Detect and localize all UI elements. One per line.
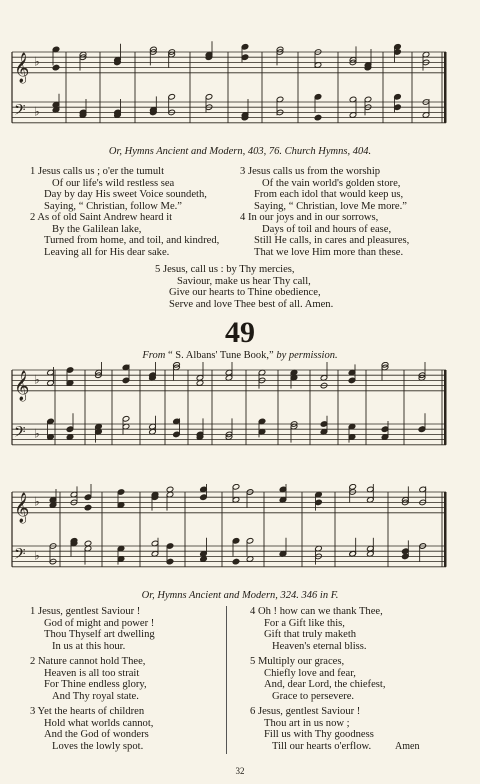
hymn48-verse-4 xyxy=(240,212,409,258)
verse-line: God of might and power ! xyxy=(44,617,155,629)
verse-line: That we love Him more than these. xyxy=(254,246,404,258)
verse-line: Of the vain world's golden store, xyxy=(262,177,401,189)
bass-clef-icon: 𝄢 xyxy=(14,101,26,123)
verse-line: Thou Thyself art dwelling xyxy=(44,629,155,641)
verse-line: 5 Jesus, call us : by Thy mercies, xyxy=(155,264,295,275)
verse-line: Thou art in us now ; xyxy=(264,717,350,729)
final-bar-line xyxy=(444,52,447,123)
verse-line: Give our hearts to Thine obedience, xyxy=(169,287,321,299)
verse-line: For a Gift like this, xyxy=(264,617,345,629)
verse-line: Day by day His sweet Voice soundeth, xyxy=(44,189,207,201)
music-system-top xyxy=(0,40,480,140)
verse-line: Chiefly love and fear, xyxy=(264,667,356,679)
verse-line: And Thy royal state. xyxy=(52,690,139,702)
verse-line: 1 Jesus, gentlest Saviour ! xyxy=(30,606,141,617)
verse-line: Serve and love Thee best of all. Amen. xyxy=(169,298,334,310)
verse-line: From each idol that would keep us, xyxy=(254,189,404,201)
music-system-2 xyxy=(0,484,480,584)
column-divider xyxy=(226,606,227,754)
verse-line: Saying, “ Christian, follow Me.” xyxy=(44,200,182,212)
verse-line: Heaven is all too strait xyxy=(44,667,140,679)
verse-line: Saviour, make us hear Thy call, xyxy=(177,275,311,287)
music-notation xyxy=(0,484,480,584)
hymn49-reference: Or, Hymns Ancient and Modern, 324. 346 in F. xyxy=(141,590,339,601)
hymn48-verse-3 xyxy=(240,166,407,212)
bass-clef-icon: 𝄢 xyxy=(14,423,26,445)
verse-line: Grace to persevere. xyxy=(272,690,355,702)
hymn-number: 49 xyxy=(225,316,255,349)
source-prefix: From xyxy=(142,350,166,361)
treble-clef-icon: 𝄞 xyxy=(14,52,30,83)
hymn48-verse-1 xyxy=(30,166,207,212)
verse-line: And, dear Lord, the chiefest, xyxy=(264,679,386,691)
verse-line: Till our hearts o'erflow. xyxy=(272,740,372,752)
verse-line: Leaving all for His dear sake. xyxy=(44,246,170,258)
verse-line: 5 Multiply our graces, xyxy=(250,656,345,667)
verse-line: Turned from home, and toil, and kindred, xyxy=(44,235,220,247)
hymn48-reference: Or, Hymns Ancient and Modern, 403, 76. Church Hymns, 404. xyxy=(108,146,372,157)
verse-line: Loves the lowly spot. xyxy=(52,740,144,752)
source-suffix: by permission. xyxy=(276,350,338,361)
bass-clef-icon: 𝄢 xyxy=(14,545,26,567)
verse-line: Saying, “ Christian, love Me more.” xyxy=(254,200,407,212)
verse-line: 4 Oh ! how can we thank Thee, xyxy=(250,606,383,617)
verse-line: Gift that truly maketh xyxy=(264,629,357,641)
music-notation xyxy=(0,40,480,140)
verse-line: Still He calls, in cares and pleasures, xyxy=(254,235,410,247)
final-bar-line xyxy=(444,370,447,445)
flat-icon: ♭ xyxy=(34,494,40,509)
hymn49-verse-4 xyxy=(250,606,383,652)
verse-line: Of our life's wild restless sea xyxy=(52,177,175,189)
music-notation xyxy=(0,362,480,470)
verse-line: By the Galilean lake, xyxy=(52,223,142,235)
verse-line: 4 In our joys and in our sorrows, xyxy=(240,212,379,223)
verse-line: In us at this hour. xyxy=(52,640,126,652)
flat-icon: ♭ xyxy=(34,548,40,563)
hymn49-verse-1 xyxy=(30,606,155,652)
amen-label: Amen xyxy=(395,741,420,752)
verse-line: For Thine endless glory, xyxy=(44,679,147,691)
flat-icon: ♭ xyxy=(34,54,40,69)
verse-line: 3 Yet the hearts of children xyxy=(30,706,145,717)
source-title: “ S. Albans' Tune Book,” xyxy=(167,350,274,361)
verse-line: Hold what worlds cannot, xyxy=(44,717,154,729)
hymn48-verse-2 xyxy=(30,212,219,258)
hymn49-verse-2 xyxy=(30,656,147,702)
verse-line: And the God of wonders xyxy=(44,729,149,741)
hymn48-verse-5 xyxy=(155,264,333,310)
verse-line: Heaven's eternal bliss. xyxy=(272,640,367,652)
hymn49-verse-3 xyxy=(30,706,153,752)
note-head xyxy=(232,558,240,565)
note-head xyxy=(314,114,322,121)
final-bar-line xyxy=(444,492,447,567)
verse-line: 1 Jesus calls us ; o'er the tumult xyxy=(30,166,165,177)
hymn49-verse-5 xyxy=(250,656,386,702)
verse-line: 6 Jesus, gentlest Saviour ! xyxy=(250,706,361,717)
hymn49-source xyxy=(0,350,480,361)
verse-line: 2 Nature cannot hold Thee, xyxy=(30,656,146,667)
treble-clef-icon: 𝄞 xyxy=(14,370,30,401)
treble-clef-icon: 𝄞 xyxy=(14,492,30,523)
verse-line: 2 As of old Saint Andrew heard it xyxy=(30,212,173,223)
flat-icon: ♭ xyxy=(34,426,40,441)
music-system-1 xyxy=(0,362,480,470)
verse-line: Days of toil and hours of ease, xyxy=(262,223,392,235)
flat-icon: ♭ xyxy=(34,372,40,387)
hymn49-verse-6 xyxy=(250,706,374,752)
verse-line: 3 Jesus calls us from the worship xyxy=(240,166,381,177)
note-head xyxy=(84,504,92,511)
flat-icon: ♭ xyxy=(34,104,40,119)
page-number: 32 xyxy=(235,766,245,776)
verse-line: Fill us with Thy goodness xyxy=(264,729,374,741)
